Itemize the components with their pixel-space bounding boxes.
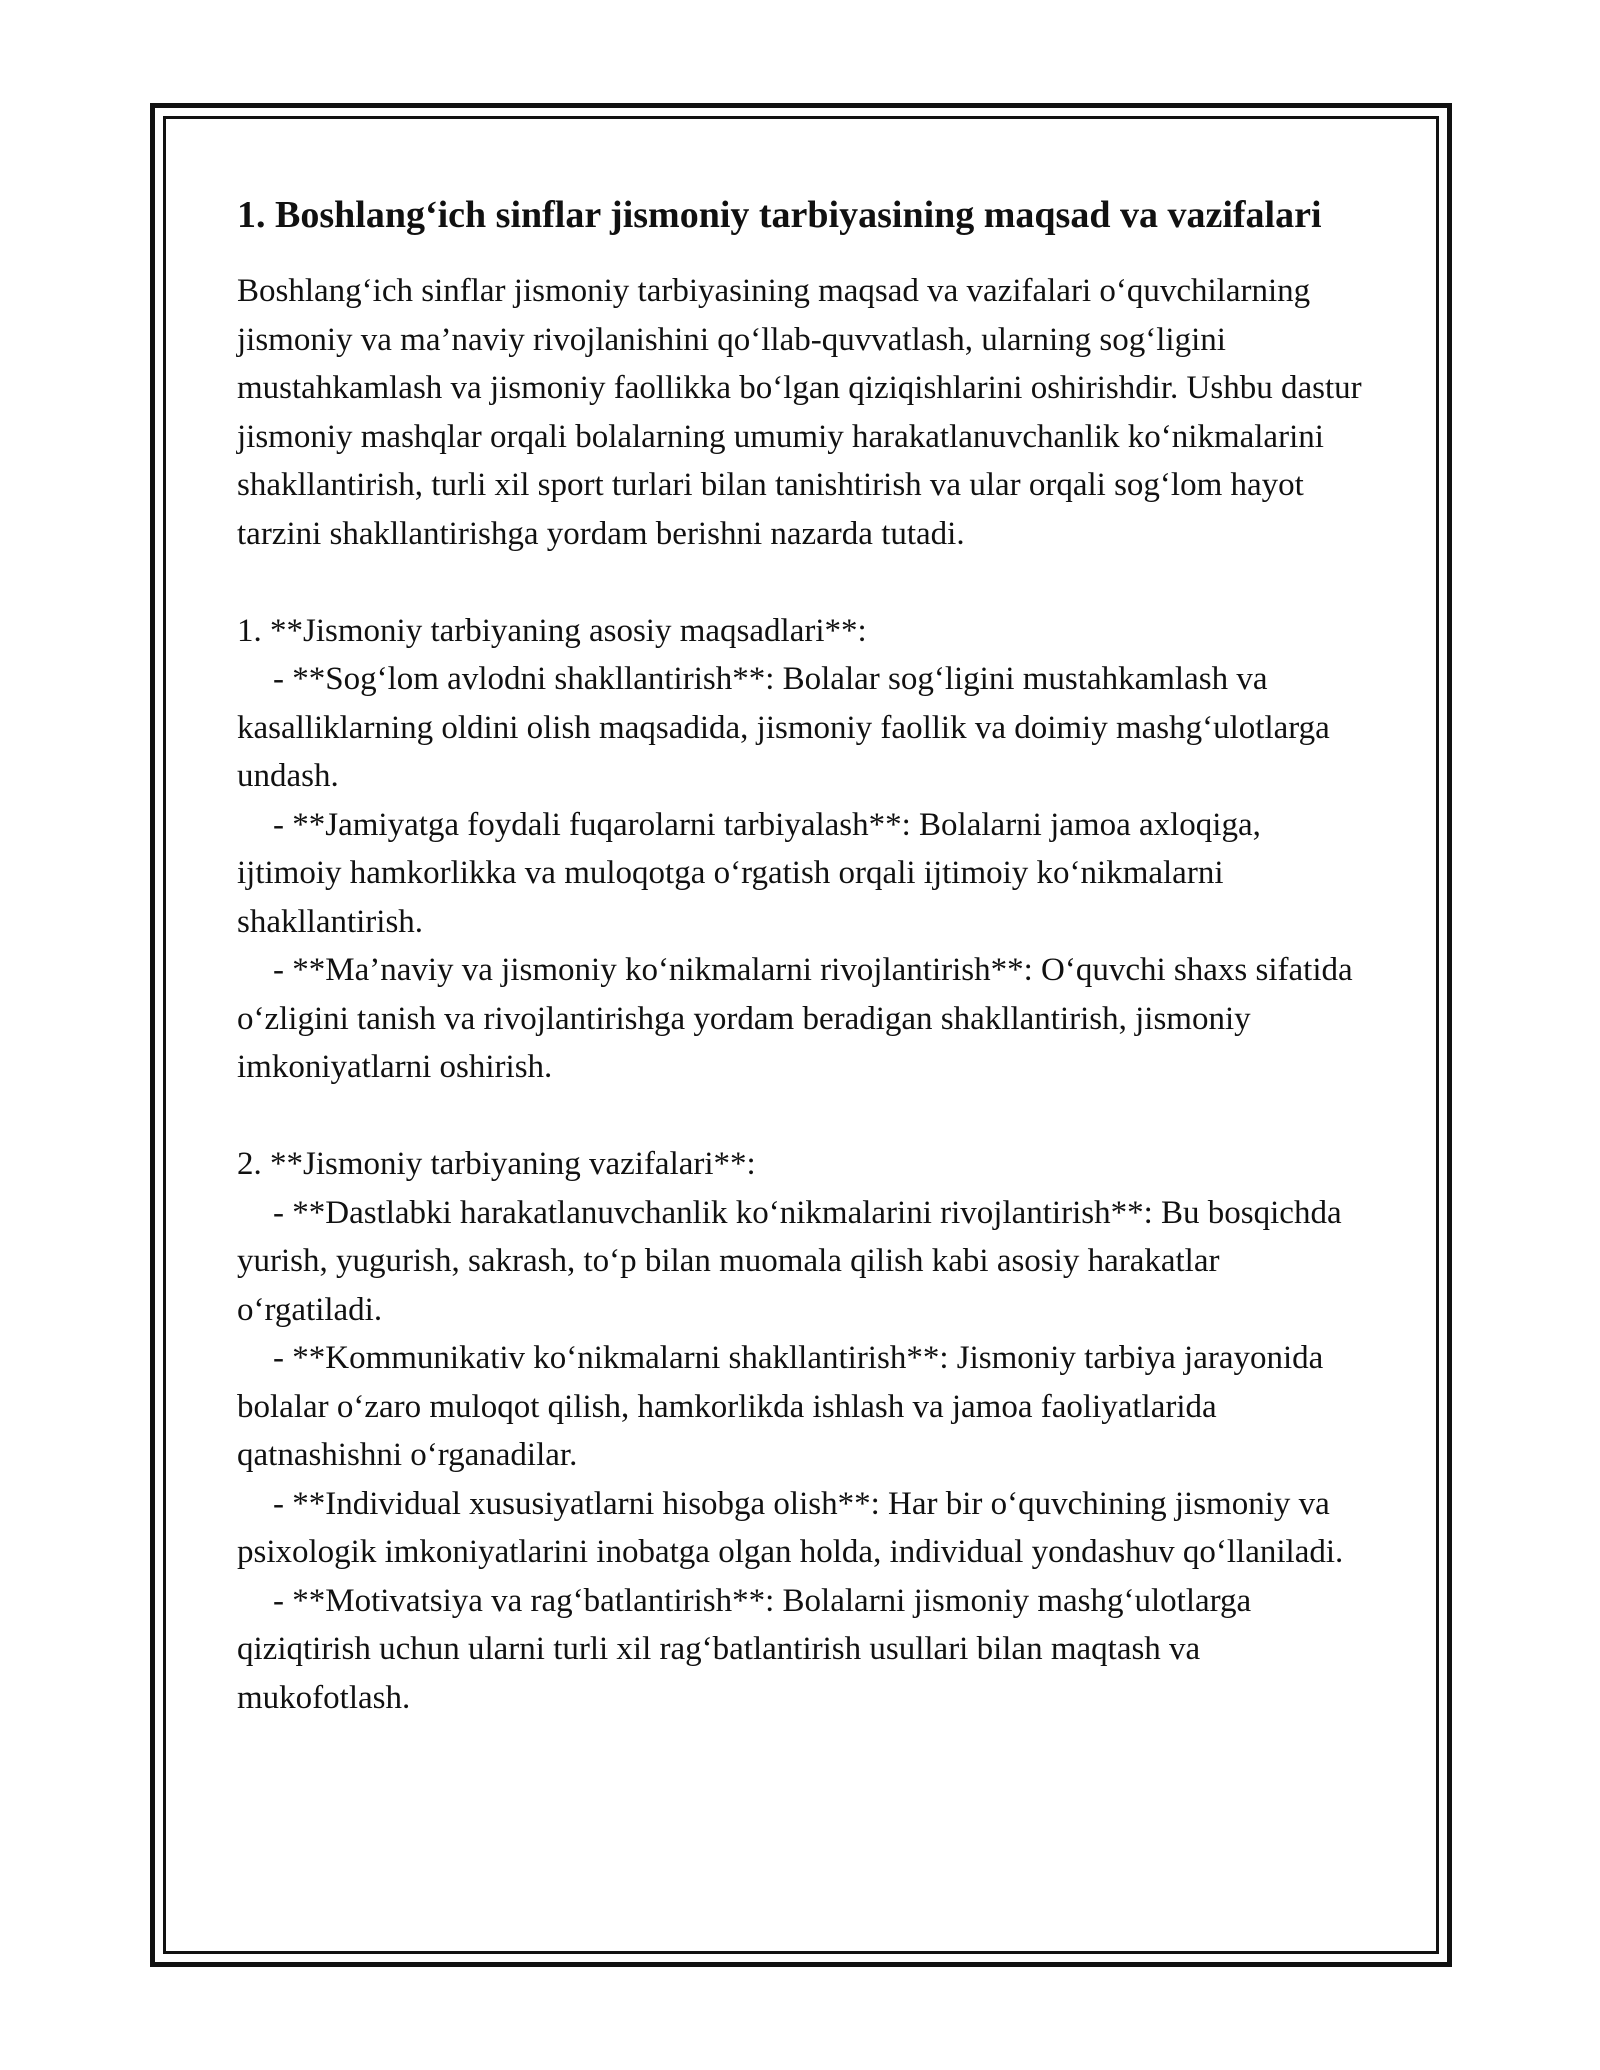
paragraph-spacer (237, 1092, 1367, 1141)
list-item: - **Ma’naviy va jismoniy ko‘nikmalarni rivojlantirish**: O‘quvchi shaxs sifatida o‘zligini tanish va rivojlantirishga yordam beradigan shakllantirish, jismoniy imkoniyatlarni oshirish. (237, 952, 1353, 1085)
section-tasks (237, 1140, 1367, 1722)
list-item: - **Kommunikativ ko‘nikmalarni shakllantirish**: Jismoniy tarbiya jarayonida bolalar o‘zaro muloqot qilish, hamkorlikda ishlash va jamoa faoliyatlarida qatnashishni o‘rganadilar. (237, 1340, 1324, 1473)
paragraph-spacer (237, 558, 1367, 607)
list-item: - **Dastlabki harakatlanuvchanlik ko‘nikmalarini rivojlantirish**: Bu bosqichda yurish, yugurish, sakrash, to‘p bilan muomala qilish kabi asosiy harakatlar o‘rgatiladi. (237, 1194, 1342, 1328)
intro-paragraph: Boshlang‘ich sinflar jismoniy tarbiyasining maqsad va vazifalari o‘quvchilarning jismoniy va ma’naviy rivojlanishini qo‘llab-quvvatlash, ularning sog‘ligini mustahkamlash va jismoniy faollikka bo‘lgan qiziqishlarini oshirishdir. Ushbu dastur jismoniy mashqlar orqali bolalarning umumiy harakatlanuvchanlik ko‘nikmalarini shakllantirish, turli xil sport turlari bilan tanishtirish va ular orqali sog‘lom hayot tarzini shakllantirishga yordam berishni nazarda tutadi. (237, 273, 1362, 552)
list-item: - **Motivatsiya va rag‘batlantirish**: Bolalarni jismoniy mashg‘ulotlarga qiziqtirish uchun ularni turli xil rag‘batlantirish usullari bilan maqtash va mukofotlash. (237, 1582, 1252, 1716)
section-heading: 1. **Jismoniy tarbiyaning asosiy maqsadlari**: (237, 612, 867, 649)
document-content (237, 188, 1367, 1722)
document-title: 1. Boshlang‘ich sinflar jismoniy tarbiyasining maqsad va vazifalari (237, 194, 1322, 236)
list-item: - **Individual xususiyatlarni hisobga olish**: Har bir o‘quvchining jismoniy va psixologik imkoniyatlarini inobatga olgan holda, individual yondashuv qo‘llaniladi. (237, 1485, 1344, 1570)
document-body (237, 267, 1367, 1722)
list-item: - **Sog‘lom avlodni shakllantirish**: Bolalar sog‘ligini mustahkamlash va kasalliklarning oldini olish maqsadida, jismoniy faollik va doimiy mashg‘ulotlarga undash. (237, 661, 1330, 794)
section-heading: 2. **Jismoniy tarbiyaning vazifalari**: (237, 1146, 756, 1182)
list-item: - **Jamiyatga foydali fuqarolarni tarbiyalash**: Bolalarni jamoa axloqiga, ijtimoiy hamkorlikka va muloqotga o‘rgatish orqali ijtimoiy ko‘nikmalarni shakllantirish. (237, 806, 1261, 940)
section-goals (237, 607, 1367, 1092)
